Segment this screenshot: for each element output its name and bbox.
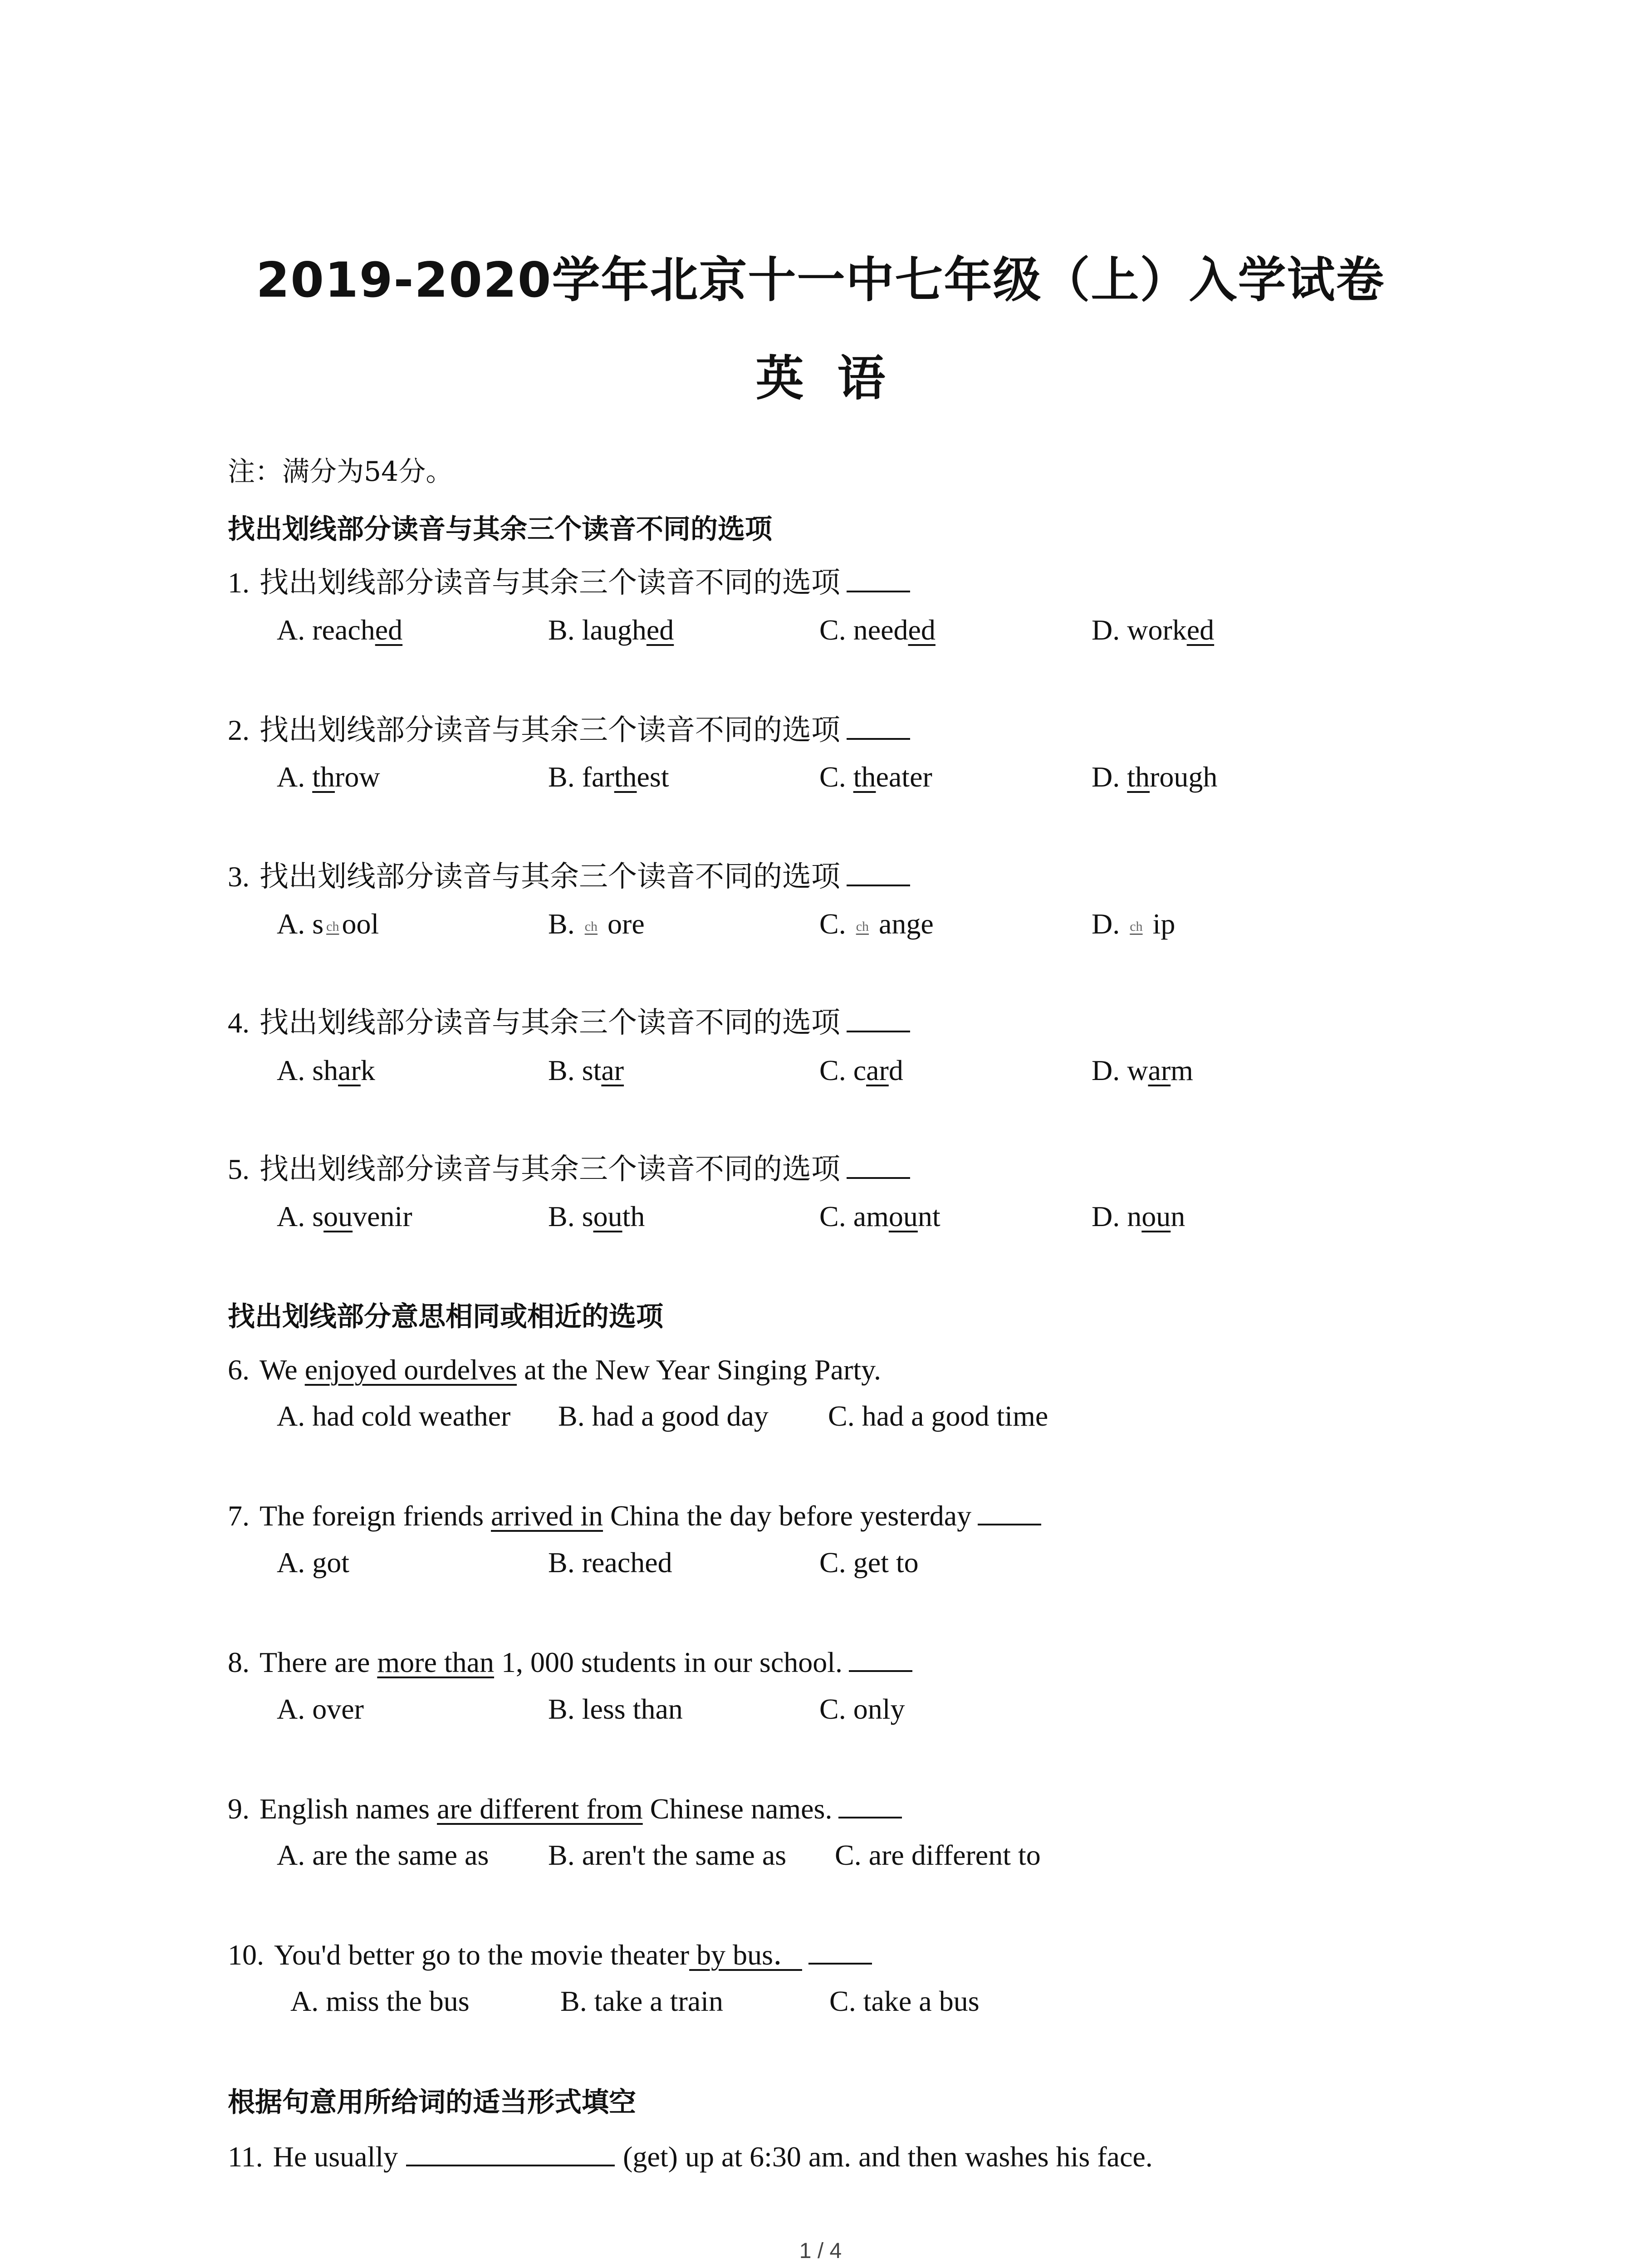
question-stem: 找出划线部分读音与其余三个读音不同的选项	[260, 1153, 840, 1185]
option-c[interactable]: C. get to	[819, 1546, 919, 1579]
option-a[interactable]: A. s chool	[277, 908, 379, 940]
answer-blank[interactable]	[406, 2139, 615, 2166]
question-5	[228, 1149, 910, 1190]
option-b[interactable]: B. take a train	[560, 1985, 723, 2017]
underlined-phrase: enjoyed ourdelves	[304, 1354, 517, 1386]
question-8: 8. There are more than 1, 000 students in our school.	[228, 1642, 912, 1683]
question-number: 4.	[228, 1007, 250, 1039]
question-stem: 找出划线部分读音与其余三个读音不同的选项	[260, 860, 840, 893]
option-b[interactable]: B. farthest	[548, 761, 669, 793]
option-b[interactable]: B. aren't the same as	[548, 1839, 787, 1871]
subject-title: 英 语	[755, 351, 886, 406]
option-a[interactable]: A. over	[277, 1693, 364, 1725]
option-a[interactable]: A. had cold weather	[277, 1400, 511, 1432]
question-3	[228, 856, 910, 897]
option-d[interactable]: D. noun	[1092, 1200, 1185, 1232]
question-number: 1.	[228, 567, 250, 599]
underlined-phrase: by bus．	[689, 1939, 802, 1971]
answer-blank[interactable]	[847, 859, 910, 886]
option-c[interactable]: C. only	[819, 1693, 905, 1725]
option-d[interactable]: D. through	[1092, 761, 1218, 793]
option-c[interactable]: C. card	[819, 1054, 903, 1086]
question-7: 7. The foreign friends arrived in China the day before yesterday	[228, 1496, 1041, 1536]
option-c[interactable]: C. theater	[819, 761, 932, 793]
option-c[interactable]: C. had a good time	[828, 1400, 1048, 1432]
question-stem: 找出划线部分读音与其余三个读音不同的选项	[260, 714, 840, 746]
option-b[interactable]: B. had a good day	[558, 1400, 769, 1432]
options-row	[277, 1050, 1502, 1091]
option-b[interactable]: B. star	[548, 1054, 624, 1086]
answer-blank[interactable]	[847, 1005, 910, 1032]
options-row	[277, 1196, 1502, 1237]
answer-blank[interactable]	[849, 1645, 912, 1672]
option-c[interactable]: C. take a bus	[829, 1985, 980, 2017]
option-a[interactable]: A. throw	[277, 761, 380, 793]
options-row	[277, 1689, 1502, 1730]
underlined-phrase: arrived in	[491, 1500, 603, 1532]
options-row	[277, 1835, 1502, 1876]
options-row	[277, 610, 1502, 650]
section-heading-pronunciation: 找出划线部分读音与其余三个读音不同的选项	[228, 513, 772, 545]
option-d[interactable]: D. worked	[1092, 614, 1215, 646]
question-1	[228, 562, 910, 603]
question-number: 9.	[228, 1793, 250, 1825]
question-2	[228, 710, 910, 751]
question-number: 7.	[228, 1500, 250, 1532]
score-note: 注：满分为54分。	[228, 456, 453, 488]
question-number: 6.	[228, 1354, 250, 1386]
options-row	[277, 1396, 1502, 1437]
question-number: 8.	[228, 1646, 250, 1678]
options-row	[277, 757, 1502, 797]
options-row	[277, 904, 1502, 944]
answer-blank[interactable]	[808, 1937, 872, 1965]
option-c[interactable]: C. needed	[819, 614, 936, 646]
option-d[interactable]: D. ch ip	[1092, 908, 1176, 940]
option-b[interactable]: B. ch ore	[548, 908, 645, 940]
question-11: 11. He usually (get) up at 6:30 am. and then washes his face.	[228, 2136, 1153, 2177]
option-b[interactable]: B. reached	[548, 1546, 672, 1579]
question-4	[228, 1002, 910, 1043]
question-9: 9. English names are different from Chinese names.	[228, 1789, 902, 1829]
question-stem: 找出划线部分读音与其余三个读音不同的选项	[260, 1007, 840, 1039]
question-number: 2.	[228, 714, 250, 746]
section-heading-meaning: 找出划线部分意思相同或相近的选项	[228, 1301, 663, 1333]
option-b[interactable]: B. laughed	[548, 614, 674, 646]
answer-blank[interactable]	[847, 713, 910, 740]
question-number: 5.	[228, 1153, 250, 1185]
option-a[interactable]: A. reached	[277, 614, 403, 646]
underlined-phrase: are different from	[437, 1793, 643, 1825]
page-title: 2019-2020学年北京十一中七年级（上）入学试卷	[256, 252, 1385, 308]
option-a[interactable]: A. got	[277, 1546, 349, 1579]
answer-blank[interactable]	[847, 1152, 910, 1179]
option-c[interactable]: C. are different to	[835, 1839, 1041, 1871]
option-d[interactable]: D. warm	[1092, 1054, 1193, 1086]
option-a[interactable]: A. miss the bus	[290, 1985, 470, 2017]
option-a[interactable]: A. souvenir	[277, 1200, 412, 1232]
question-number: 11.	[228, 2141, 263, 2173]
options-row	[277, 1542, 1502, 1583]
page-number: 1 / 4	[799, 2239, 842, 2263]
section-heading-fill-in: 根据句意用所给词的适当形式填空	[228, 2087, 636, 2118]
underlined-phrase: more than	[377, 1646, 495, 1678]
option-b[interactable]: B. less than	[548, 1693, 683, 1725]
question-10: 10. You'd better go to the movie theater by bus．	[228, 1935, 872, 1975]
question-number: 10.	[228, 1939, 264, 1971]
answer-blank[interactable]	[978, 1498, 1041, 1525]
option-c[interactable]: C. amount	[819, 1200, 941, 1232]
answer-blank[interactable]	[838, 1791, 902, 1818]
answer-blank[interactable]	[847, 565, 910, 592]
option-a[interactable]: A. shark	[277, 1054, 375, 1086]
option-b[interactable]: B. south	[548, 1200, 645, 1232]
question-stem: 找出划线部分读音与其余三个读音不同的选项	[260, 567, 840, 599]
option-a[interactable]: A. are the same as	[277, 1839, 489, 1871]
question-6: 6. We enjoyed ourdelves at the New Year Singing Party.	[228, 1349, 881, 1390]
option-c[interactable]: C. ch ange	[819, 908, 934, 940]
question-number: 3.	[228, 860, 250, 893]
options-row	[290, 1981, 1515, 2022]
